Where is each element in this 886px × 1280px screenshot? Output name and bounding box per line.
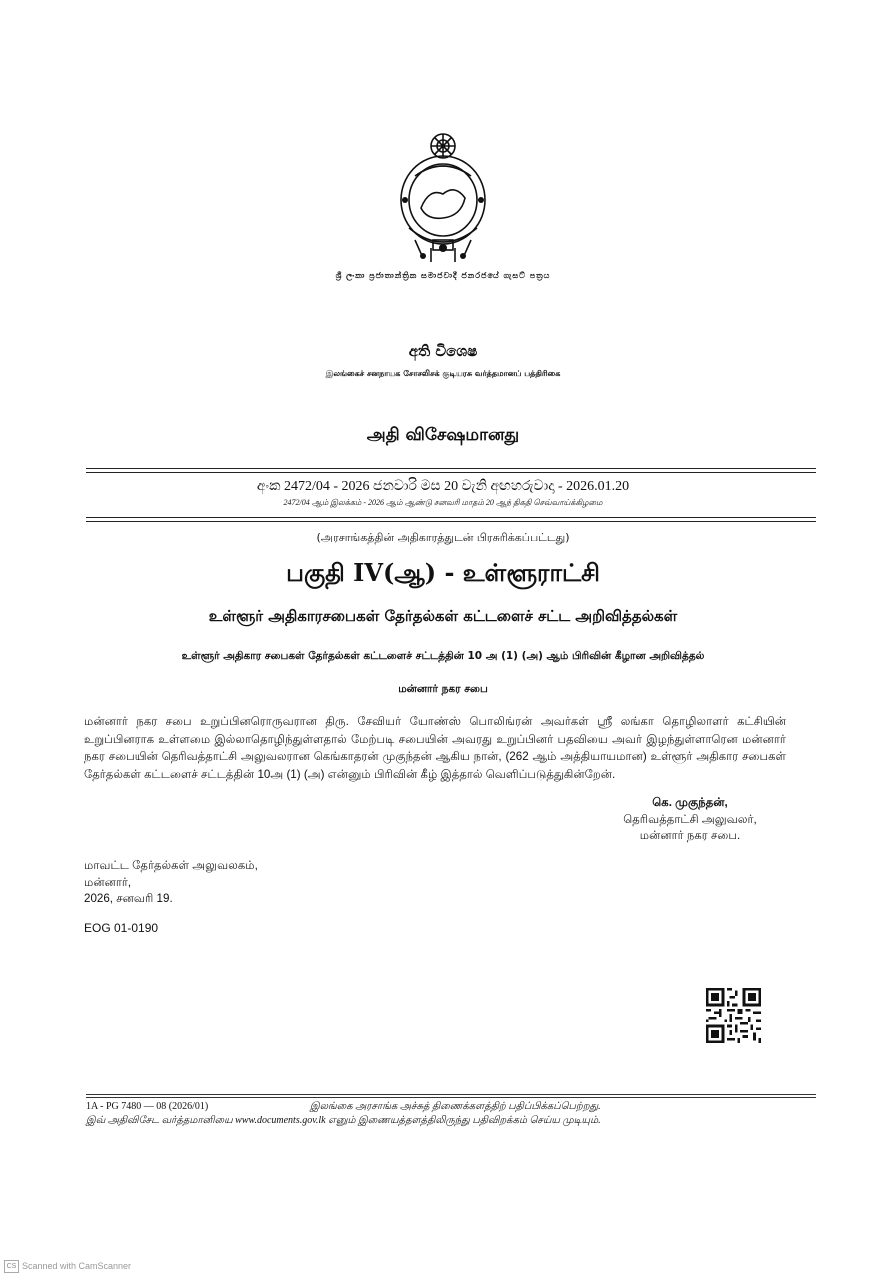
sinhala-extraordinary-label: අති විශෙෂ	[408, 342, 478, 360]
qr-code-icon	[706, 988, 761, 1043]
address-line: மன்னார்,	[84, 875, 132, 889]
authority-line: (அரசாங்கத்தின் அதிகாரத்துடன் பிரசுரிக்கப்பட்டது)	[316, 531, 570, 544]
national-emblem-icon	[395, 128, 491, 263]
footer-rule	[86, 1094, 816, 1095]
signatory-title: தெரிவத்தாட்சி அலுவலர்,	[623, 812, 757, 826]
header-rule-bottom-2	[86, 521, 816, 522]
issue-line-tamil: 2472/04 ஆம் இலக்கம் - 2026 ஆம் ஆண்டு சனவரி மாதம் 20 ஆந் திகதி செவ்வாய்க்கிழமை	[283, 498, 603, 507]
address-date: 2026, சனவரி 19.	[84, 892, 173, 905]
part-subtitle: உள்ளூர் அதிகாரசபைகள் தேர்தல்கள் கட்டளைச் சட்ட அறிவித்தல்கள்	[208, 607, 678, 625]
scanner-watermark	[4, 1260, 131, 1273]
notice-body: மன்னார் நகர சபை உறுப்பினரொருவரான திரு. சேவியர் யோண்ஸ் பொலிங்ரன் அவர்கள் ஸ்ரீ லங்கா தொழிலாளர் கட்சியின் உறுப்பினராக உள்ளமை இல்லாதொழிந்துள்ளதால் மேற்படி சபையின் அவரது உறுப்பினர் பதவியை அவர் இழந்துள்ளாரென மன்னார் நகர சபையின் தெரிவத்தாட்சி அலுவலரான கெங்காதரன் முகுந்தன் ஆகிய நான், (262 ஆம் அத்தியாயமான) உள்ளூர் அதிகார சபைகள் தேர்தல்கள் கட்டளைச் சட்டத்தின் 10அ (1) (அ) என்னும் பிரிவின் கீழ் இத்தால் வெளிப்படுத்துகின்றேன்.	[84, 715, 786, 781]
address-block	[84, 858, 258, 908]
signatory-office: மன்னார் நகர சபை.	[639, 829, 741, 842]
sinhala-gazette-title: ශ්‍රී ලංකා ප්‍රජාතාන්ත්‍රික සමාජවාදී ජනරජයේ ගැසට් පත්‍රය	[335, 270, 551, 280]
council-name: மன்னார் நகர சபை	[398, 683, 488, 695]
footer-rule-2	[86, 1097, 816, 1098]
tamil-gazette-title: இலங்கைச் சனநாயக சோசலிசக் குடியரசு வர்த்தமானப் பத்திரிகை	[325, 368, 561, 378]
camscanner-icon: CS	[4, 1260, 19, 1273]
reference-code: EOG 01-0190	[84, 921, 159, 935]
signatory-name: கெ. முகுந்தன்,	[652, 796, 728, 809]
notice-title: உள்ளூர் அதிகார சபைகள் தேர்தல்கள் கட்டளைச் சட்டத்தின் 10 அ (1) (அ) ஆம் பிரிவின் கீழான அறிவித்தல்	[181, 650, 705, 662]
header-rule-top-2	[86, 472, 816, 473]
signature-block	[560, 795, 820, 845]
address-line: மாவட்ட தேர்தல்கள் அலுவலகம்,	[84, 859, 258, 872]
part-title: பகுதி IV(ஆ) - உள்ளூராட்சி	[286, 558, 600, 587]
tamil-extraordinary-label: அதி விசேஷமானது	[366, 425, 520, 445]
website-note: இவ் அதிவிசேட வர்த்தமானியை www.documents.gov.lk எனும் இணையத்தளத்திலிருந்து பதிவிறக்கம் செய்ய முடியும்.	[86, 1115, 601, 1126]
print-code: 1A - PG 7480 — 08 (2026/01)	[86, 1101, 209, 1112]
issue-line-sinhala: අංක 2472/04 - 2026 ජනවාරි මස 20 වැනි අඟහරුවාදා - 2026.01.20	[256, 479, 630, 494]
printer-note: இலங்கை அரசாங்க அச்சுத் திணைக்களத்திற் பதிப்பிக்கப்பெற்றது.	[310, 1101, 601, 1112]
watermark-text: Scanned with CamScanner	[22, 1260, 132, 1271]
header-rule-top	[86, 468, 816, 469]
header-rule-bottom	[86, 517, 816, 518]
